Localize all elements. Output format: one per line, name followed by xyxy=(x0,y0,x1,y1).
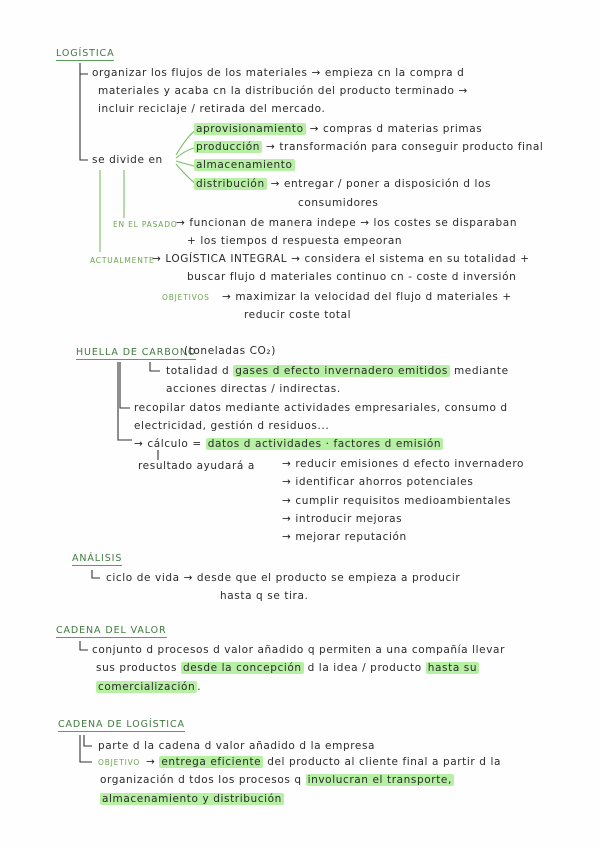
cadena-logistica-line-4: almacenamiento y distribución xyxy=(102,793,282,805)
huella-resultado: resultado ayudará a xyxy=(138,460,255,472)
ayuda-item-3: → cumplir requisitos medioambientales xyxy=(282,495,512,507)
objetivos-line-2: reducir coste total xyxy=(244,309,352,321)
objetivos-line-1: → maximizar la velocidad del flujo d materiales + xyxy=(222,291,512,303)
cadena-valor-line-2: sus productos desde la concepción d la idea / producto hasta su xyxy=(96,662,478,674)
actual-line-1: → LOGÍSTICA INTEGRAL → considera el sistema en su totalidad + xyxy=(152,253,530,265)
part-produccion: producción → transformación para conseguir producto final xyxy=(196,141,544,153)
analisis-line-1: ciclo de vida → desde que el producto se empieza a producir xyxy=(106,572,461,584)
divide-label: se divide en xyxy=(92,154,163,166)
pasado-line-1: → funcionan de manera indepe → los costes se disparaban xyxy=(176,217,518,229)
logistica-line-2: materiales y acaba cn la distribución del producto terminado → xyxy=(98,85,468,97)
actual-label: ACTUALMENTE xyxy=(90,256,155,265)
objetivos-label: OBJETIVOS xyxy=(162,293,210,302)
huella-recopilar-2: electricidad, gestión d residuos... xyxy=(134,420,330,432)
distribucion-cont: consumidores xyxy=(298,197,379,209)
huella-totalidad: totalidad d gases d efecto invernadero emitidos mediante xyxy=(166,365,509,377)
pasado-label: EN EL PASADO xyxy=(113,220,178,229)
cadena-logistica-line-1: parte d la cadena d valor añadido d la empresa xyxy=(98,740,376,752)
huella-units: (toneladas CO₂) xyxy=(184,345,276,357)
analisis-heading: ANÁLISIS xyxy=(72,553,123,564)
analisis-line-2: hasta q se tira. xyxy=(220,590,309,602)
cadena-logistica-line-2: → entrega eficiente del producto al cliente final a partir d la xyxy=(146,756,502,768)
ayuda-item-4: → introducir mejoras xyxy=(282,513,403,525)
cadena-valor-line-1: conjunto d procesos d valor añadido q permiten a una compañía llevar xyxy=(92,644,506,656)
huella-heading: HUELLA DE CARBONO xyxy=(76,347,197,358)
cadena-valor-heading: CADENA DEL VALOR xyxy=(56,625,167,636)
part-aprovisionamiento: aprovisionamiento → compras d materias primas xyxy=(196,123,483,135)
cadena-logistica-obj-label: OBJETIVO xyxy=(98,758,141,767)
ayuda-item-2: → identificar ahorros potenciales xyxy=(282,476,474,488)
logistica-line-1: organizar los flujos de los materiales → empieza cn la compra d xyxy=(92,67,465,79)
huella-calculo: → cálculo = datos d actividades · factores d emisión xyxy=(134,438,442,450)
part-distribucion: distribución → entregar / poner a disposición d los xyxy=(196,178,492,190)
actual-line-2: buscar flujo d materiales continuo cn - coste d inversión xyxy=(187,271,517,283)
ayuda-item-1: → reducir emisiones d efecto invernadero xyxy=(282,458,525,470)
cadena-logistica-heading: CADENA DE LOGÍSTICA xyxy=(58,719,185,730)
cadena-valor-line-3: comercialización . xyxy=(98,681,202,693)
part-almacenamiento: almacenamiento xyxy=(196,159,293,171)
logistica-line-3: incluir reciclaje / retirada del mercado. xyxy=(98,103,326,115)
cadena-logistica-line-3: organización d tdos los procesos q involucran el transporte, xyxy=(100,774,452,786)
huella-recopilar-1: recopilar datos mediante actividades empresariales, consumo d xyxy=(134,402,508,414)
huella-totalidad-2: acciones directas / indirectas. xyxy=(166,383,341,395)
ayuda-item-5: → mejorar reputación xyxy=(282,531,407,543)
logistica-heading: LOGÍSTICA xyxy=(56,48,115,59)
pasado-line-2: + los tiempos d respuesta empeoran xyxy=(187,235,403,247)
